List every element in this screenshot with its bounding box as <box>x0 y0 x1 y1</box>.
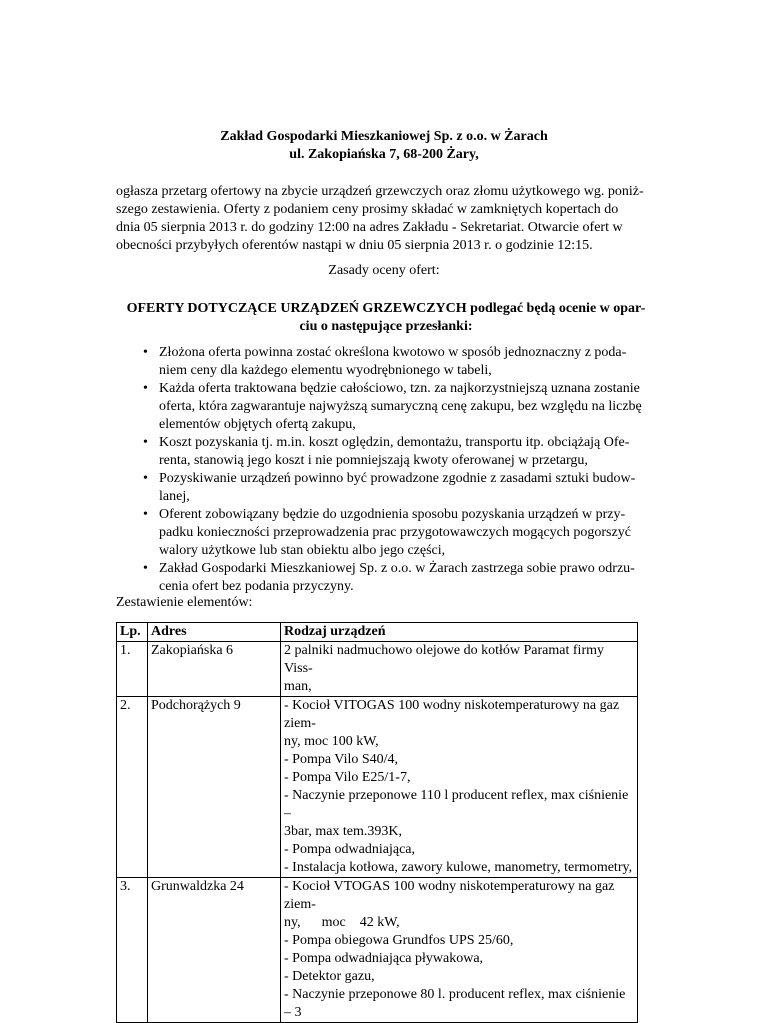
rules-list <box>116 344 656 596</box>
bullet-icon: • <box>143 381 148 396</box>
list-title: Zestawienie elementów: <box>116 595 253 610</box>
rules-title: Zasady oceny ofert: <box>328 263 440 278</box>
cell-line: - Kocioł VTOGAS 100 wodny niskotemperaturowy na gaz ziem- <box>284 879 615 912</box>
cell-rodzaj <box>281 878 638 1023</box>
elements-table <box>116 622 638 1023</box>
cell-line: - Detektor gazu, <box>284 969 375 984</box>
column-header-adres: Adres <box>148 623 281 642</box>
list-item <box>116 380 656 434</box>
list-item-line: Każda oferta traktowana będzie całościowo, tzn. za najkorzystniejszą uznana zostanie <box>159 381 640 396</box>
list-item-line: oferta, która zagwarantuje najwyższą sumaryczną cenę zakupu, bez względu na liczbę <box>159 399 642 414</box>
section-heading <box>116 300 656 336</box>
intro-line: dnia 05 sierpnia 2013 r. do godziny 12:00 na adres Zakładu - Sekretariat. Otwarcie ofert w <box>116 220 623 235</box>
list-item <box>116 470 656 506</box>
list-item <box>116 560 656 596</box>
table-row <box>117 642 638 697</box>
cell-lp: 1. <box>117 642 148 697</box>
cell-adres: Podchorążych 9 <box>148 697 281 878</box>
list-item-line: elementów objętych ofertą zakupu, <box>159 417 356 432</box>
cell-line: - Pompa odwadniająca pływakowa, <box>284 951 484 966</box>
bullet-icon: • <box>143 345 148 360</box>
bullet-icon: • <box>143 471 148 486</box>
cell-line: man, <box>284 679 312 694</box>
table-row <box>117 623 638 642</box>
cell-line: - Pompa Vilo E25/1-7, <box>284 770 411 785</box>
cell-line: 2 palniki nadmuchowo olejowe do kotłów Paramat firmy Viss- <box>284 643 604 676</box>
cell-lp: 2. <box>117 697 148 878</box>
list-item-line: Złożona oferta powinna zostać określona kwotowo w sposób jednoznaczny z poda- <box>159 345 627 360</box>
cell-line: - Instalacja kotłowa, zawory kulowe, manometry, termometry, <box>284 860 633 875</box>
list-item <box>116 434 656 470</box>
cell-line: 3bar, max tem.393K, <box>284 824 403 839</box>
cell-line: - Kocioł VITOGAS 100 wodny niskotemperaturowy na gaz ziem- <box>284 698 620 731</box>
company-name: Zakład Gospodarki Mieszkaniowej Sp. z o.o. w Żarach <box>220 129 548 144</box>
list-item-line: lanej, <box>159 489 190 504</box>
list-item <box>116 344 656 380</box>
list-item-line: cenia ofert bez podania przyczyny. <box>159 579 354 594</box>
column-header-rodzaj: Rodzaj urządzeń <box>281 623 638 642</box>
cell-adres: Grunwaldzka 24 <box>148 878 281 1023</box>
cell-line: - Pompa obiegowa Grundfos UPS 25/60, <box>284 933 514 948</box>
cell-lp: 3. <box>117 878 148 1023</box>
intro-line: ogłasza przetarg ofertowy na zbycie urządzeń grzewczych oraz złomu użytkowego wg. poniż- <box>116 184 644 199</box>
table-row <box>117 878 638 1023</box>
list-item-line: Zakład Gospodarki Mieszkaniowej Sp. z o.o. w Żarach zastrzega sobie prawo odrzu- <box>159 561 635 576</box>
cell-line: ny, moc 100 kW, <box>284 734 379 749</box>
table-row <box>117 697 638 878</box>
list-item-line: renta, stanowią jego koszt i nie pomniejszają kwoty oferowanej w przetargu, <box>159 453 588 468</box>
cell-line: ny, moc 42 kW, <box>284 915 400 930</box>
list-item-line: padku konieczności przeprowadzenia prac przygotowawczych mogących pogorszyć <box>159 525 631 540</box>
intro-line: szego zestawienia. Oferty z podaniem ceny prosimy składać w zamkniętych kopertach do <box>116 202 619 217</box>
list-item-line: Oferent zobowiązany będzie do uzgodnienia sposobu pozyskania urządzeń w przy- <box>159 507 626 522</box>
bullet-icon: • <box>143 507 148 522</box>
intro-paragraph <box>116 183 656 255</box>
cell-adres: Zakopiańska 6 <box>148 642 281 697</box>
list-item-line: Pozyskiwanie urządzeń powinno być prowadzone zgodnie z zasadami sztuki budow- <box>159 471 636 486</box>
list-item-line: walory użytkowe lub stan obiektu albo jego części, <box>159 543 446 558</box>
intro-line: obecności przybyłych oferentów nastąpi w dniu 05 sierpnia 2013 r. o godzinie 12:15. <box>116 238 593 253</box>
section-heading-line: ciu o następujące przesłanki: <box>299 319 473 334</box>
section-heading-line: OFERTY DOTYCZĄCE URZĄDZEŃ GRZEWCZYCH podlegać będą ocenie w opar- <box>126 301 646 316</box>
list-item-line: Koszt pozyskania tj. m.in. koszt oględzin, demontażu, transportu itp. obciążają Ofe- <box>159 435 630 450</box>
cell-line: - Pompa odwadniająca, <box>284 842 416 857</box>
column-header-lp: Lp. <box>117 623 148 642</box>
list-item-line: niem ceny dla każdego elementu wyodrębnionego w tabeli, <box>159 363 492 378</box>
bullet-icon: • <box>143 435 148 450</box>
cell-line: - Pompa Vilo S40/4, <box>284 752 399 767</box>
list-item <box>116 506 656 560</box>
cell-line: - Naczynie przeponowe 110 l producent reflex, max ciśnienie – <box>284 788 629 821</box>
cell-line: - Naczynie przeponowe 80 l. producent reflex, max ciśnienie – 3 <box>284 987 626 1020</box>
cell-rodzaj <box>281 642 638 697</box>
bullet-icon: • <box>143 561 148 576</box>
cell-rodzaj <box>281 697 638 878</box>
company-address: ul. Zakopiańska 7, 68-200 Żary, <box>289 147 479 162</box>
